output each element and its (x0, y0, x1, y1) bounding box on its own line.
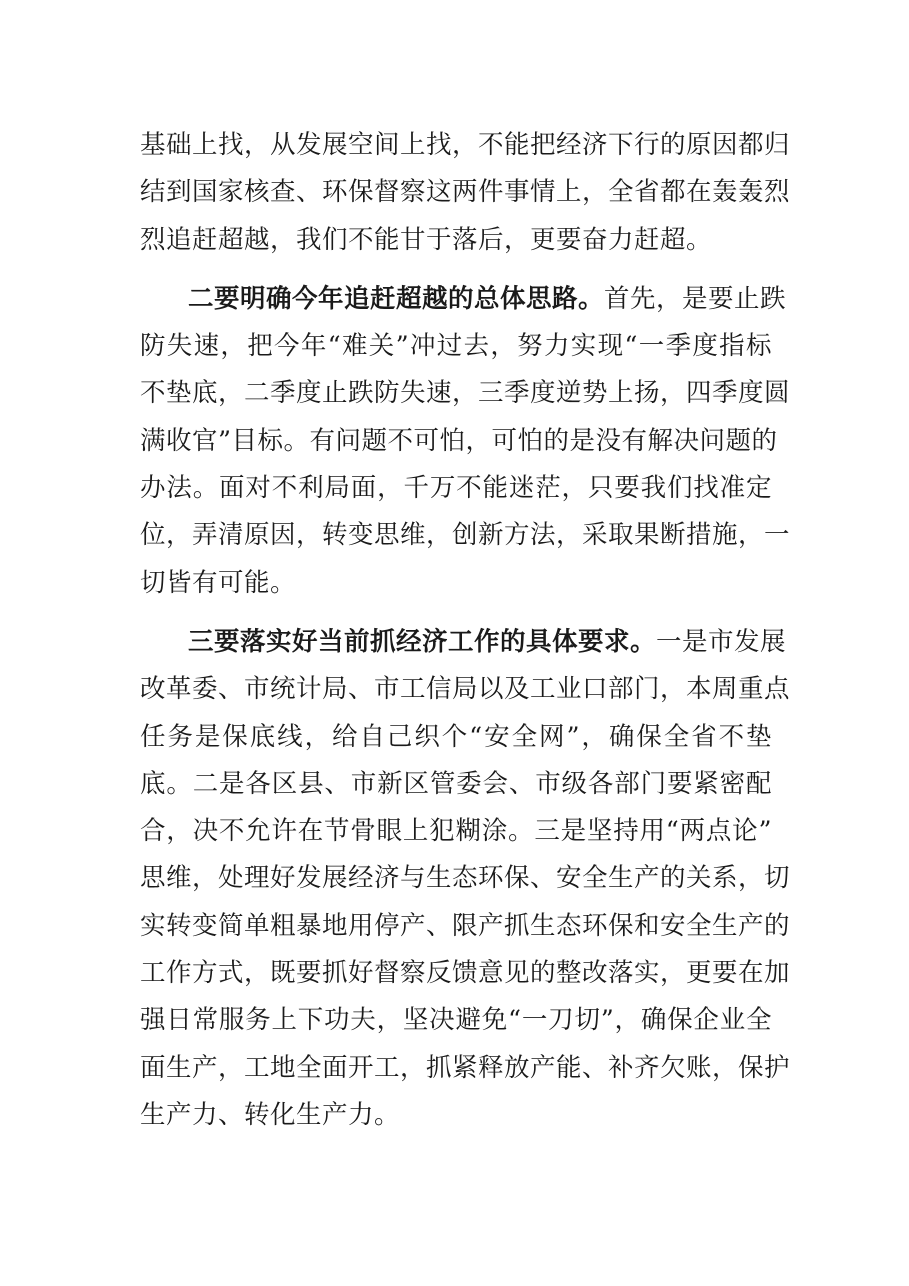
text-line: 不垫底，二季度止跌防失速，三季度逆势上扬，四季度圆 (140, 378, 791, 409)
paragraph-heading: 三要落实好当前抓经济工作的具体要求。 (188, 626, 657, 657)
text-line: 实转变简单粗暴地用停产、限产抓生态环保和安全生产的 (140, 910, 791, 941)
text-line: 烈追赶超越，我们不能甘于落后，更要奋力赶超。 (140, 224, 713, 255)
text-line: 结到国家核查、环保督察这两件事情上，全省都在轰轰烈 (140, 177, 791, 208)
text-line: 基础上找，从发展空间上找，不能把经济下行的原因都归 (140, 130, 791, 160)
text-line: 改革委、市统计局、市工信局以及工业口部门，本周重点 (140, 674, 791, 705)
text-line: 满收官”目标。有问题不可怕，可怕的是没有解决问题的 (140, 425, 778, 456)
text-line: 防失速，把今年“难关”冲过去，努力实现“一季度指标 (140, 331, 772, 362)
text-line: 工作方式，既要抓好督察反馈意见的整改落实，更要在加 (140, 958, 791, 989)
document-page (140, 122, 791, 1151)
text-line: 任务是保底线，给自己织个“安全网”，确保全省不垫 (140, 721, 772, 752)
paragraph-heading: 二要明确今年追赶超越的总体思路。 (188, 283, 605, 314)
text-line (140, 619, 787, 666)
paragraph-2 (140, 276, 791, 607)
text-line: 位，弄清原因，转变思维，创新方法，采取果断措施，一 (140, 520, 791, 551)
text-line: 切皆有可能。 (140, 567, 297, 598)
text-line: 合，决不允许在节骨眼上犯糊涂。三是坚持用“两点论” (140, 816, 772, 847)
text-run: 首先，是要止跌 (604, 283, 787, 314)
text-line (140, 276, 787, 323)
text-line: 办法。面对不利局面，千万不能迷茫，只要我们找准定 (140, 473, 772, 504)
text-line: 面生产，工地全面开工，抓紧释放产能、补齐欠账，保护 (140, 1052, 791, 1083)
paragraph-1 (140, 122, 791, 264)
paragraph-3 (140, 619, 791, 1139)
text-line: 生产力、转化生产力。 (140, 1099, 401, 1130)
text-line: 底。二是各区县、市新区管委会、市级各部门要紧密配 (140, 768, 772, 799)
text-line: 强日常服务上下功夫，坚决避免“一刀切”，确保企业全 (140, 1005, 772, 1036)
text-line: 思维，处理好发展经济与生态环保、安全生产的关系，切 (140, 863, 791, 894)
text-run: 一是市发展 (656, 626, 787, 657)
